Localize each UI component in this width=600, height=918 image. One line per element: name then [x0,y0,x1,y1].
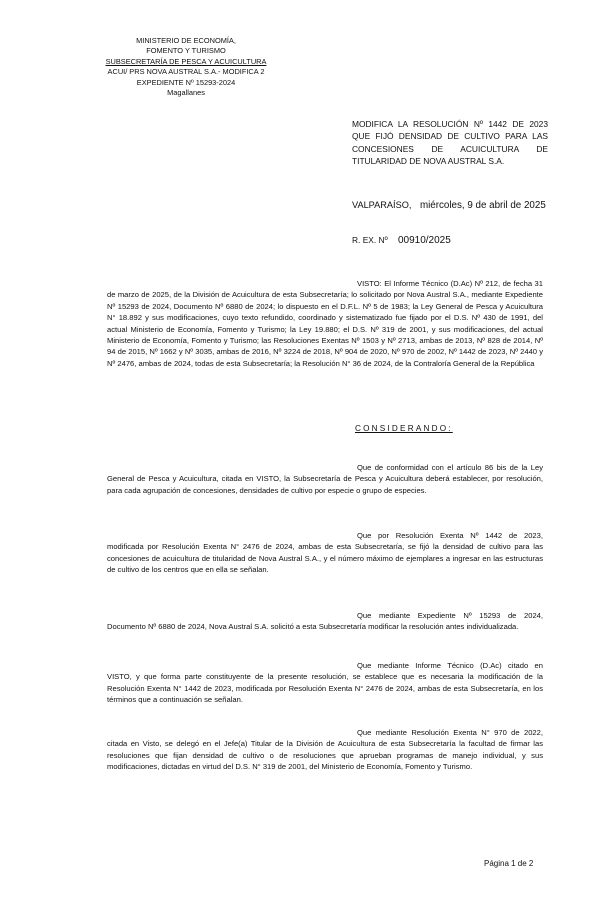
place: VALPARAÍSO, [352,200,412,210]
resolution-number-line [352,235,451,246]
issuer-header [86,36,286,98]
considerando-2 [107,530,543,576]
considerando-5 [107,727,543,773]
considerando-text: Que mediante Expediente Nº 15293 de 2024, Documento Nº 6880 de 2024, Nova Austral S.A. solicitó a esta Subsecretaría modificar la resolución antes individualizada. [107,611,543,632]
header-ministry-2: FOMENTO Y TURISMO [146,46,226,56]
resolution-subject: MODIFICA LA RESOLUCIÓN Nº 1442 DE 2023 QUE FIJÓ DENSIDAD DE CULTIVO PARA LAS CONCESIONES DE ACUICULTURA DE TITULARIDAD DE NOVA AUSTRAL S.A. [352,119,548,167]
considerando-text: Que por Resolución Exenta Nº 1442 de 2023, modificada por Resolución Exenta N° 2476 de 2024, ambas de esta Subsecretaría, se fijó la densidad de cultivo para las concesiones de acuicultura de titularidad de Nova Austral S.A., y el número máximo de ejemplares a ingresar en las estructuras de cultivo de los centros que en ella se señalan. [107,531,543,575]
header-subsecretaria: SUBSECRETARÍA DE PESCA Y ACUICULTURA [105,56,267,66]
considerando-4 [107,660,543,706]
visto-paragraph [107,278,543,369]
header-expediente: EXPEDIENTE Nº 15293-2024 [136,77,236,87]
resolution-date: miércoles, 9 de abril de 2025 [419,200,546,211]
visto-text: VISTO: El Informe Técnico (D.Ac) Nº 212, de fecha 31 de marzo de 2025, de la División de Acuicultura de esta Subsecretaría; lo solicitado por Nova Austral S.A., mediante Expediente Nº 15293 de 2024, Documento Nº 6880 de 2024; lo dispuesto en el D.F.L. Nº 5 de 1983; la Ley General de Pesca y Acuicultura N° 18.892 y sus modificaciones, cuyo texto refundido, coordinado y sistematizado fue fijado por el D.S. Nº 430 de 1991, del actual Ministerio de Economía, Fomento y Turismo; la Ley 19.880; el D.S. Nº 319 de 2001, y sus modificaciones, del actual Ministerio de Economía, Fomento y Turismo; las Resoluciones Exentas Nº 1503 y Nº 2713, ambas de 2013, Nº 828 de 2014, Nº 94 de 2015, Nº 1662 y Nº 3035, ambas de 2016, Nº 3224 de 2018, Nº 904 de 2020, Nº 970 de 2002, Nº 1442 de 2023, Nº 2440 y Nº 2476, ambas de 2024, todas de esta Subsecretaría; la Resolución N° 36 de 2024, de la Contraloría General de la República [107,279,543,368]
considerando-text: Que mediante Resolución Exenta N° 970 de 2022, citada en Visto, se delegó en el Jefe(a) Titular de la División de Acuicultura de esta Subsecretaría la facultad de firmar las resoluciones que fijan densidad de cultivo o de resoluciones que aprueban programas de manejo individual, y sus modificaciones, dictadas en virtud del D.S. N° 319 de 2001, del Ministerio de Economía, Fomento y Turismo. [107,728,543,772]
header-region: Magallanes [167,88,205,98]
header-reference: ACUI/ PRS NOVA AUSTRAL S.A.- MODIFICA 2 [107,67,265,77]
considerando-text: Que mediante Informe Técnico (D.Ac) citado en VISTO, y que forma parte constituyente de la presente resolución, se establece que es necesaria la modificación de la Resolución Exenta N° 1442 de 2023, modificada por Resolución Exenta N° 2476 de 2024, ambas de esta Subsecretaría, en los términos que a continuación se señalan. [107,661,543,705]
considerando-heading: CONSIDERANDO: [355,424,453,433]
resolution-label: R. EX. Nº [352,235,388,245]
resolution-number: 00910/2025 [397,235,451,246]
considerando-1 [107,462,543,496]
header-ministry: MINISTERIO DE ECONOMÍA, [136,36,236,45]
page-number: Página 1 de 2 [484,859,534,868]
considerando-text: Que de conformidad con el artículo 86 bis de la Ley General de Pesca y Acuicultura, citada en VISTO, la Subsecretaría de Pesca y Acuicultura deberá establecer, por resolución, para cada agrupación de concesiones, densidades de cultivo por especie o grupo de especies. [107,463,543,495]
considerando-3 [107,610,543,633]
date-line [352,200,546,211]
